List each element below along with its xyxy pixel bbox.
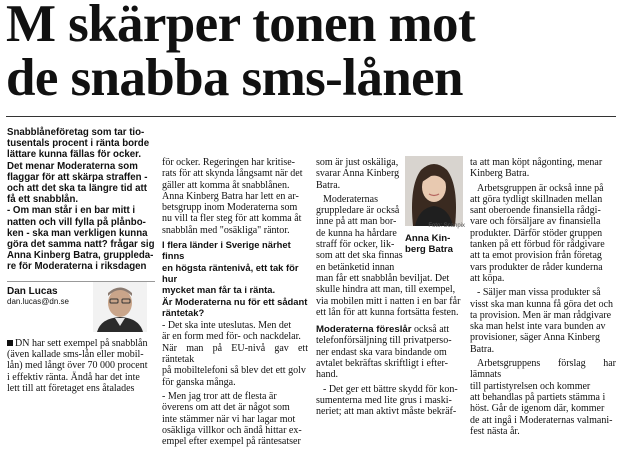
body-line: ta att man köpt någonting, menar <box>470 157 603 168</box>
body-line: straff för ocker, lik- <box>316 239 395 251</box>
body-line: inne på att man bor- <box>316 216 397 228</box>
lead-line: ken - ska man verkligen kunna <box>7 227 148 239</box>
lead-paragraph <box>7 127 155 273</box>
byline-email[interactable]: dan.lucas@dn.se <box>7 296 69 306</box>
body-line: vare och försäljare av finansiella <box>470 216 601 228</box>
body-line: sumenterna med lite grus i maski- <box>316 394 452 406</box>
body-line: empel efter exempel på räntesatser <box>162 436 301 448</box>
body-line: gruppledare är också <box>316 205 400 217</box>
body-line: vars produkter de råder kunderna <box>470 261 603 273</box>
headline-line-1: M skärper tonen mot <box>6 0 475 53</box>
col1-body <box>7 338 155 394</box>
col2-paragraph-2 <box>162 320 308 388</box>
col4-paragraph-3 <box>470 287 616 355</box>
body-line: avtalet bekräftas skriftligt i efter- <box>316 358 448 370</box>
photo-caption <box>405 233 465 255</box>
col3-paragraph-2: Moderaterna föreslår också att telefonförsäljning till privatperso- ner endast ska vara bindande om avtalet bekräftas skriftligt i efter- hand. <box>316 324 462 380</box>
author-portrait <box>93 282 147 332</box>
question-line: räntetak? <box>162 306 205 318</box>
lead-line: Det menar Moderaterna som <box>7 160 138 172</box>
lead-line: - Om man står i en bar mitt i <box>7 205 136 217</box>
body-line: för ganska många. <box>162 376 236 388</box>
body-line: - Det ska inte uteslutas. Men det <box>162 320 292 332</box>
body-line: lån) med långt över 70 000 procent <box>7 360 148 372</box>
body-line: att behandlas på partiets stämma i <box>470 391 606 403</box>
body-line: Batra. <box>470 343 495 355</box>
body-line: visst ska man kunna få göra det och <box>470 298 614 310</box>
body-line: de att ingå i Moderaternas valmani- <box>470 414 613 426</box>
body-line: gäller att komma åt snabblånen. <box>162 179 290 191</box>
body-line: är en form med för- och nackdelar. <box>162 331 301 343</box>
lead-line: Snabblåneföretag som tar tio- <box>7 127 145 138</box>
headline <box>6 0 618 105</box>
body-line: neriet; att man aktivt måste bekräf- <box>316 406 457 418</box>
body-line: Batra. <box>316 179 341 191</box>
byline <box>7 286 155 336</box>
question-line: I flera länder i Sverige närhet finns <box>162 239 291 262</box>
body-line: osäkliga villkor och ändå hittar ex- <box>162 424 302 436</box>
photo-credit: Foto: Scanpix <box>428 223 465 229</box>
body-line: Anna Kinberg Batra har lett en ar- <box>162 190 299 202</box>
body-line: - Säljer man vissa produkter så <box>477 287 601 299</box>
question-line: mycket man får ta i ränta. <box>162 284 276 296</box>
body-line: höst. Går de igenom där, kommer <box>470 403 605 415</box>
column-1 <box>7 127 155 397</box>
body-line: Kinberg Batra. <box>470 168 530 180</box>
col4-paragraph-1 <box>470 157 616 180</box>
lead-line: flaggar för att skärpa straffen - <box>7 171 148 183</box>
body-line: snabblån med "osäkliga" räntor. <box>162 224 290 236</box>
body-line: de kunna ha hårdare <box>316 227 397 239</box>
body-line: - Det ger ett bättre skydd för kon- <box>323 383 458 395</box>
body-line: provisioner, säger Anna Kinberg <box>470 332 600 344</box>
body-line: ner endast ska vara bindande om <box>316 346 447 358</box>
body-line: När man på EU-nivå gav ett räntetak <box>162 342 308 366</box>
anna-kinberg-batra-photo <box>405 156 463 226</box>
body-line: produkter. Därför stöder gruppen <box>470 227 603 239</box>
body-line: ska man helst inte vara bunden av <box>470 321 606 333</box>
col3-paragraph-3 <box>316 384 462 418</box>
lead-line: tusentals procent i ränta borde <box>7 138 150 150</box>
body-line: hand. <box>316 369 338 381</box>
caption-line: Anna Kin- <box>405 233 451 244</box>
col4-paragraph-4 <box>470 358 616 437</box>
body-line: sant oberoende finansiella rådgi- <box>470 205 601 217</box>
interview-question <box>162 239 308 318</box>
col2-paragraph-3 <box>162 391 308 447</box>
lead-line: natten och vill fylla på plånbo- <box>7 216 146 228</box>
body-line: att göra tydligt skillnaden mellan <box>470 193 603 205</box>
body-line: i effektiv ränta. Ändå har det inte <box>7 371 140 383</box>
caption-line: berg Batra <box>405 244 453 255</box>
question-line: en högsta räntenivå, ett tak för hur <box>162 261 299 284</box>
body-line: skulle hindra att man, till exempel, <box>316 284 456 296</box>
headline-rule <box>6 116 616 117</box>
body-line: Arbetsgruppen är också inne på <box>477 182 604 194</box>
col4-paragraph-2 <box>470 183 616 285</box>
column-2 <box>162 157 308 450</box>
subheading-runin: Moderaterna föreslår <box>316 324 412 336</box>
body-line: att ta emot provision från företag <box>470 250 602 262</box>
lead-line: Anna Kinberg Batra, gruppleda- <box>7 250 154 262</box>
body-line: nu vill ta fler steg för att komma åt <box>162 213 302 225</box>
body-line: Arbetsgruppens förslag har lämnats <box>470 358 616 381</box>
body-line: betsgrupp inom Moderaterna som <box>162 202 298 214</box>
body-line: ta provision. Men är man rådgivare <box>470 309 612 321</box>
column-4 <box>470 157 616 440</box>
lead-line: re för Moderaterna i riksdagen <box>7 261 147 273</box>
headline-line-2: de snabba sms-lånen <box>6 49 463 107</box>
photo-block <box>405 156 465 255</box>
body-line: för ocker. Regeringen har kritise- <box>162 157 296 168</box>
col3-top <box>316 157 402 191</box>
col2-paragraph-1 <box>162 157 308 236</box>
body-line: inte stämmer när vi har lagar mot <box>162 413 296 425</box>
body-line: man får ett snabblån beviljat. Det <box>316 272 450 284</box>
body-line: som är just oskäliga, <box>316 157 399 168</box>
body-line: (även kallade sms-lån eller mobil- <box>7 348 144 360</box>
body-line: - Men jag tror att de flesta är <box>162 390 277 402</box>
body-line: via mobilen mitt i natten i en bar får <box>316 295 461 307</box>
body-line: en betänketid innan <box>316 261 395 273</box>
body-line: att köpa. <box>470 272 505 284</box>
body-line: överens om att det är något som <box>162 402 290 414</box>
body-line: svarar Anna Kinberg <box>316 168 400 180</box>
lead-line: göra det samma natt? frågar sig <box>7 239 155 251</box>
body-line: telefonförsäljning till privatperso- <box>316 335 452 347</box>
lead-line: och att det ska ta längre tid att <box>7 183 147 195</box>
body-line: DN har sett exempel på snabblån <box>15 337 148 349</box>
question-line: Är Moderaterna nu för ett sådant <box>162 295 308 307</box>
body-line: tanken på ett förbud för rådgivare <box>470 239 605 251</box>
body-line: till partistyrelsen och kommer <box>470 380 591 392</box>
body-line: fest nästa år. <box>470 425 520 437</box>
article-start-square-icon <box>7 340 13 346</box>
lead-line: lättare kunna fällas för ocker. <box>7 149 142 161</box>
body-line: på mobiltelefoni så blev det ett golv <box>162 365 306 377</box>
body-line: som att det ska finnas <box>316 250 403 262</box>
body-line: lett till att företaget ens åtalades <box>7 382 135 394</box>
body-line: Moderaternas <box>323 193 378 205</box>
lead-line: få ett snabblån. <box>7 194 79 206</box>
byline-name: Dan Lucas <box>7 285 58 297</box>
body-line: ett lån för att kunna fortsätta festen. <box>316 306 459 318</box>
body-line: rats för att skynda långsamt när det <box>162 168 303 180</box>
